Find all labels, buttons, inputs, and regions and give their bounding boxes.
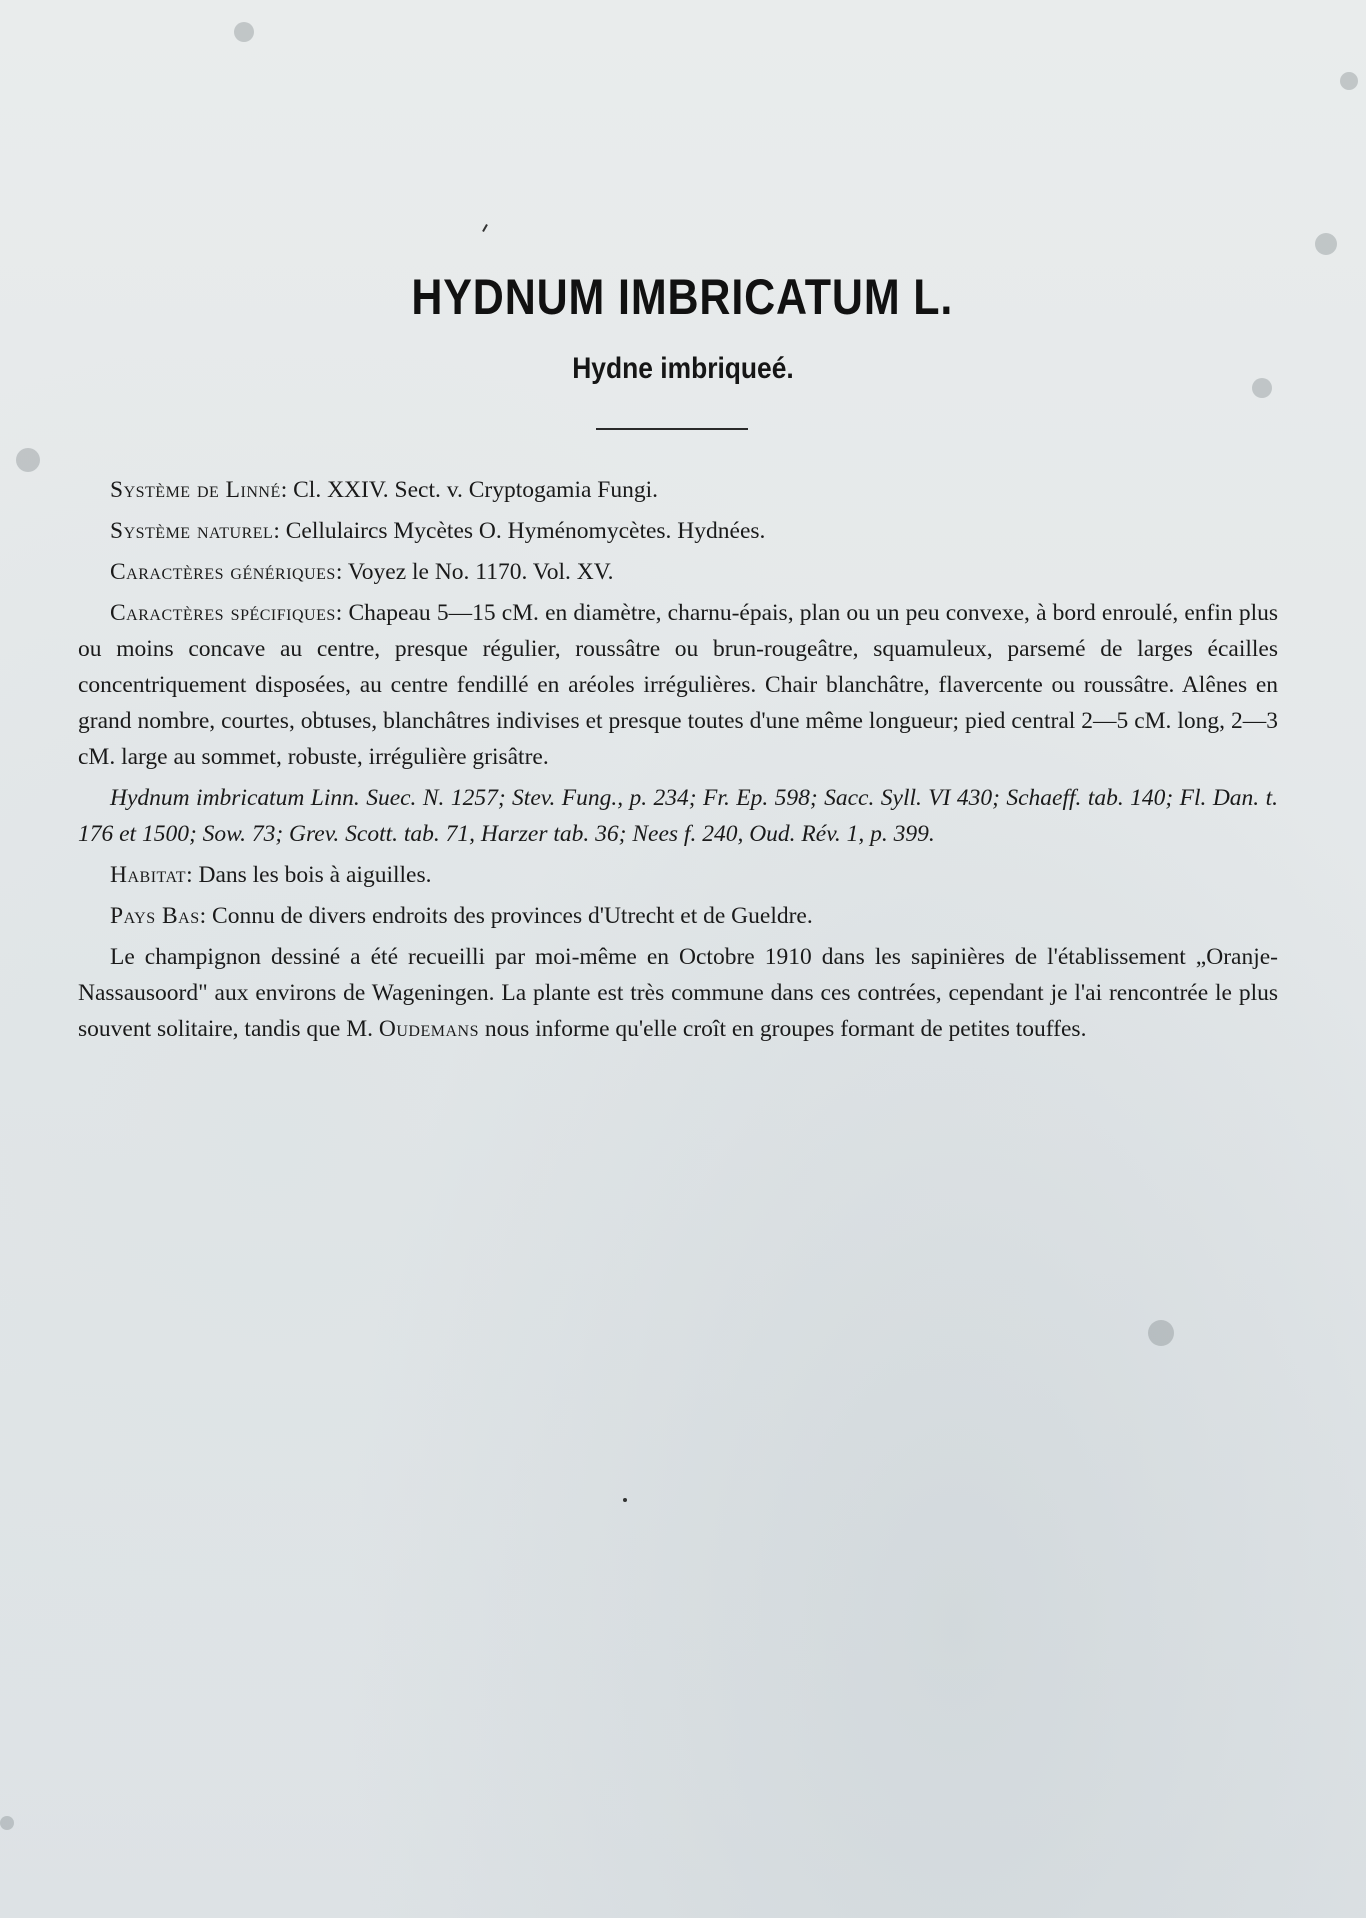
entry-text: Cl. XXIV. Sect. v. Cryptogamia Fungi. — [293, 477, 659, 503]
author-name: Oudemans — [378, 1016, 479, 1042]
document-body — [78, 472, 1278, 1052]
entry-text: Dans les bois à aiguilles. — [198, 862, 432, 888]
ink-tick — [482, 224, 488, 232]
entry-label: Système de Linné — [110, 477, 281, 503]
entry-label: Caractères spécifiques — [110, 600, 336, 626]
entry-linne: Système de Linné: Cl. XXIV. Sect. v. Cryptogamia Fungi. — [110, 477, 659, 503]
entry-narrative — [78, 939, 1278, 1047]
entry-label: Système naturel — [110, 518, 274, 544]
paper-speck — [234, 22, 254, 42]
title-divider — [596, 428, 748, 430]
entry-habitat: Habitat: Dans les bois à aiguilles. — [110, 862, 432, 888]
entry-naturel: Système naturel: Cellulaircs Mycètes O. Hyménomycètes. Hydnées. — [110, 518, 766, 544]
entry-text: Connu de divers endroits des provinces d'Utrecht et de Gueldre. — [212, 903, 813, 929]
entry-label: Habitat — [110, 862, 187, 888]
entry-text: Cellulaircs Mycètes O. Hyménomycètes. Hydnées. — [285, 518, 766, 544]
entry-references: Hydnum imbricatum Linn. Suec. N. 1257; Stev. Fung., p. 234; Fr. Ep. 598; Sacc. Syll. VI 430; Schaeff. tab. 140; Fl. Dan. t. 176 et 1500; Sow. 73; Grev. Scott. tab. 71, Harzer tab. 36; Nees f. 240, Oud. Rév. 1, p. 399. — [78, 785, 1278, 847]
entry-label: Pays Bas — [110, 903, 200, 929]
entry-label: Caractères génériques — [110, 559, 336, 585]
paper-speck — [1315, 233, 1337, 255]
narrative-text: Le champignon dessiné a été recueilli par moi-même en Octobre 1910 dans les sapinières de l'établissement „Oranje-Nassausoord" aux environs de Wageningen. La plante est très commune dans ces contrées, cependant je l'ai rencontrée le plus souvent solitaire, tandis que M. — [78, 944, 1278, 1042]
ink-dot — [623, 1498, 627, 1502]
page-subtitle: Hydne imbriqueé. — [572, 352, 794, 385]
paper-speck — [16, 448, 40, 472]
paper-speck — [1340, 72, 1358, 90]
page-title: HYDNUM IMBRICATUM L. — [411, 269, 954, 325]
entry-generiques: Caractères génériques: Voyez le No. 1170. Vol. XV. — [110, 559, 614, 585]
entry-text: Chapeau 5—15 cM. en diamètre, charnu-épais, plan ou un peu convexe, à bord enroulé, enfin plus ou moins concave au centre, presque régulier, roussâtre ou brun-rougeâtre, squamuleux, parsemé de larges écailles concentriquement disposées, au centre fendillé en aréoles irrégulières. Chair blanchâtre, flavercente ou roussâtre. Alênes en grand nombre, courtes, obtuses, blanchâtres indivises et presque toutes d'une même longueur; pied central 2—5 cM. long, 2—3 cM. large au sommet, robuste, irrégulière grisâtre. — [78, 600, 1278, 770]
entry-text: Voyez le No. 1170. Vol. XV. — [347, 559, 614, 585]
entry-paysbas: Pays Bas: Connu de divers endroits des provinces d'Utrecht et de Gueldre. — [110, 903, 813, 929]
paper-speck — [0, 1816, 14, 1830]
entry-specifiques: Caractères spécifiques: Chapeau 5—15 cM. en diamètre, charnu-épais, plan ou un peu convexe, à bord enroulé, enfin plus ou moins concave au centre, presque régulier, roussâtre ou brun-rougeâtre, squamuleux, parsemé de larges écailles concentriquement disposées, au centre fendillé en aréoles irrégulières. Chair blanchâtre, flavercente ou roussâtre. Alênes en grand nombre, courtes, obtuses, blanchâtres indivises et presque toutes d'une même longueur; pied central 2—5 cM. long, 2—3 cM. large au sommet, robuste, irrégulière grisâtre. — [78, 600, 1278, 770]
narrative-text: nous informe qu'elle croît en groupes formant de petites touffes. — [484, 1016, 1087, 1042]
paper-speck — [1148, 1320, 1174, 1346]
